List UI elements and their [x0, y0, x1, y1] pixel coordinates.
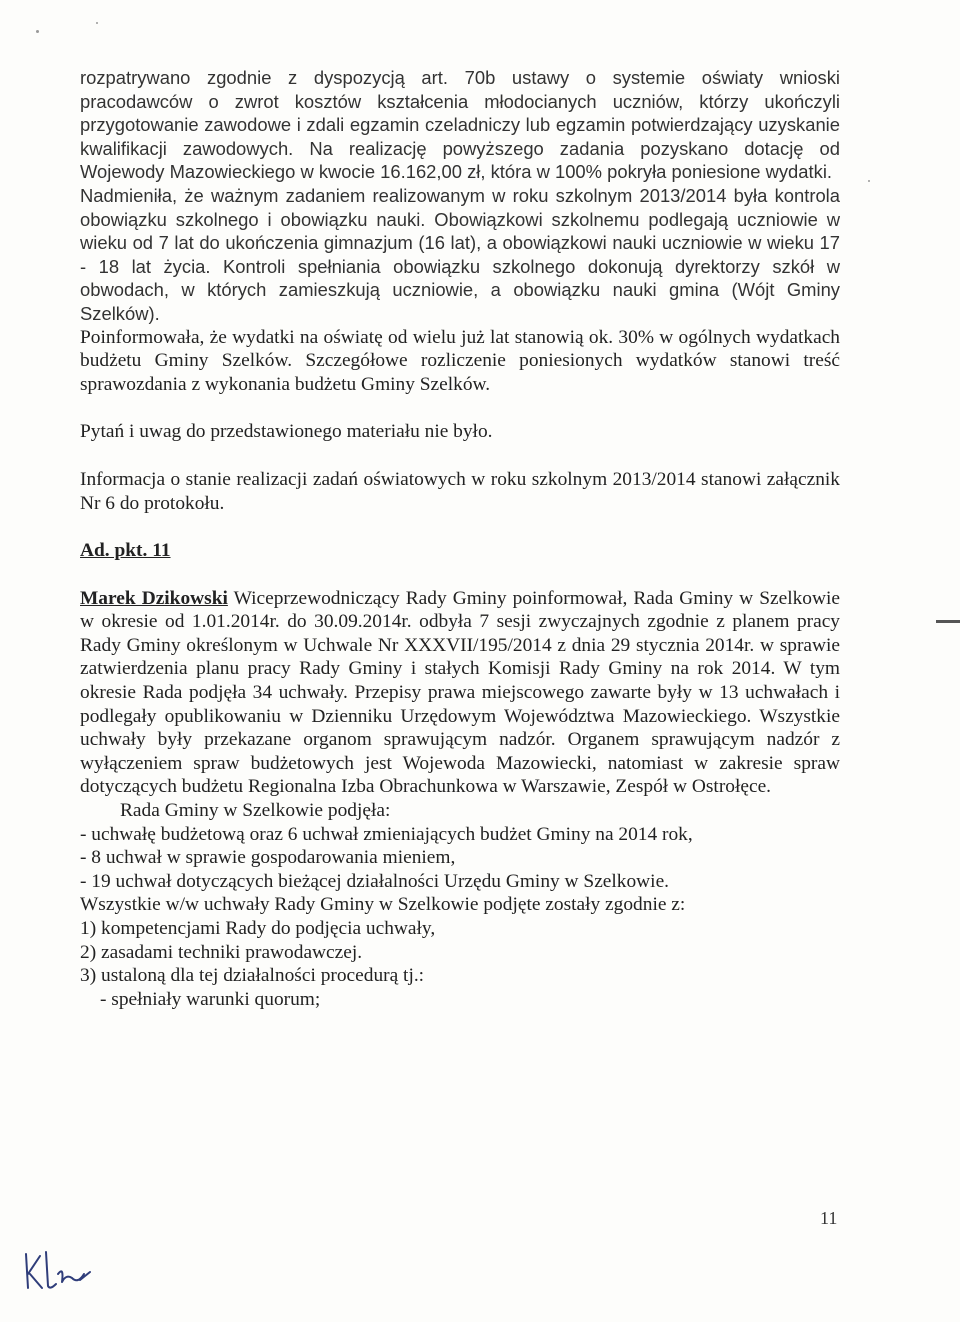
document-body [80, 66, 840, 1011]
list-item: 1) kompetencjami Rady do podjęcia uchwały, [80, 918, 436, 939]
list-item: - 8 uchwał w sprawie gospodarowania mieniem, [80, 847, 456, 869]
scan-speck [96, 22, 98, 24]
paragraph-council-report [80, 587, 840, 799]
page-number: 11 [820, 1208, 838, 1228]
scan-speck [868, 180, 870, 182]
signature-initials [20, 1244, 100, 1292]
paragraph-no-questions: Pytań i uwag do przedstawionego materiału nie było. [80, 421, 493, 443]
adopted-list [80, 823, 840, 894]
list-item: - 19 uchwał dotyczących bieżącej działalności Urzędu Gminy w Szelkowie. [80, 870, 670, 892]
list-item: 2) zasadami techniki prawodawczej. [80, 941, 363, 963]
paragraph-attachment-info: Informacja o stanie realizacji zadań oświatowych w roku szkolnym 2013/2014 stanowi załącznik Nr 6 do protokołu. [80, 468, 840, 514]
section-heading: Ad. pkt. 11 [80, 540, 171, 562]
speaker-name: Marek Dzikowski [80, 587, 228, 609]
scan-edge-mark [936, 620, 960, 623]
paragraph-school-obligation: Nadmieniła, że ważnym zadaniem realizowanym w roku szkolnym 2013/2014 była kontrola obowiązku szkolnego i obowiązku nauki. Obowiązkowi szkolnemu podlegają uczniowie w wieku od 7 lat do ukończenia gimnazjum (16 lat), a obowiązkowi nauki uczniowie w wieku 17 - 18 lat życia. Kontroli spełniania obowiązku szkolnego dokonują dyrektorzy szkół w obwodach, w których zamieszkują uczniowie, a obowiązku nauki gmina (Wójt Gminy Szelków). [80, 184, 840, 324]
speaker-text: Wiceprzewodniczący Rady Gminy poinformował, Rada Gminy w Szelkowie w okresie od 1.01.2014r. do 30.09.2014r. odbyła 7 sesji zwyczajnych zgodnie z planem pracy Rady Gminy określonym w Uchwale Nr XXXVII/195/2014 z dnia 29 stycznia 2014r. w sprawie zatwierdzenia planu pracy Rady Gminy i stałych Komisji Rady Gminy na rok 2014. W tym okresie Rada podjęła 34 uchwały. Przepisy prawa miejscowego zawarte były w 13 uchwałach i podlegały opublikowaniu w Dzienniku Urzędowym Województwa Mazowieckiego. Wszystkie uchwały były przekazane organom sprawującym nadzór. Organem sprawującym nadzór z wyłączeniem spraw budżetowych jest Wojewoda Mazowiecki, natomiast w zakresie spraw dotyczących budżetu Regionalna Izba Obrachunkowa w Warszawie, Zespół w Ostrołęce. [80, 587, 840, 798]
list-item: - spełniały warunki quorum; [100, 988, 321, 1010]
scan-speck [36, 30, 39, 33]
compliance-list [80, 917, 840, 1011]
adopted-intro: Rada Gminy w Szelkowie podjęła: [120, 800, 391, 822]
list-item: - uchwałę budżetową oraz 6 uchwał zmieniających budżet Gminy na 2014 rok, [80, 823, 693, 845]
paragraph-fund-requests: rozpatrywano zgodnie z dyspozycją art. 70b ustawy o systemie oświaty wnioski pracodawców o zwrot kosztów kształcenia młodocianych uczniów, którzy ukończyli przygotowanie zawodowe i zdali egzamin czeladniczy lub egzamin potwierdzający uzyskanie kwalifikacji zawodowych. Na realizację powyższego zadania pozyskano dotację od Wojewody Mazowieckiego w kwocie 16.162,00 zł, która w 100% pokryła poniesione wydatki. [80, 67, 840, 183]
paragraph-education-expenses: Poinformowała, że wydatki na oświatę od wielu już lat stanowią ok. 30% w ogólnych wydatkach budżetu Gminy Szelków. Szczegółowe rozliczenie poniesionych wydatków stanowi treść sprawozdania z wykonania budżetu Gminy Szelków. [80, 326, 840, 395]
list-item: 3) ustaloną dla tej działalności procedurą tj.: [80, 965, 425, 987]
compliance-intro: Wszystkie w/w uchwały Rady Gminy w Szelkowie podjęte zostały zgodnie z: [80, 894, 686, 916]
